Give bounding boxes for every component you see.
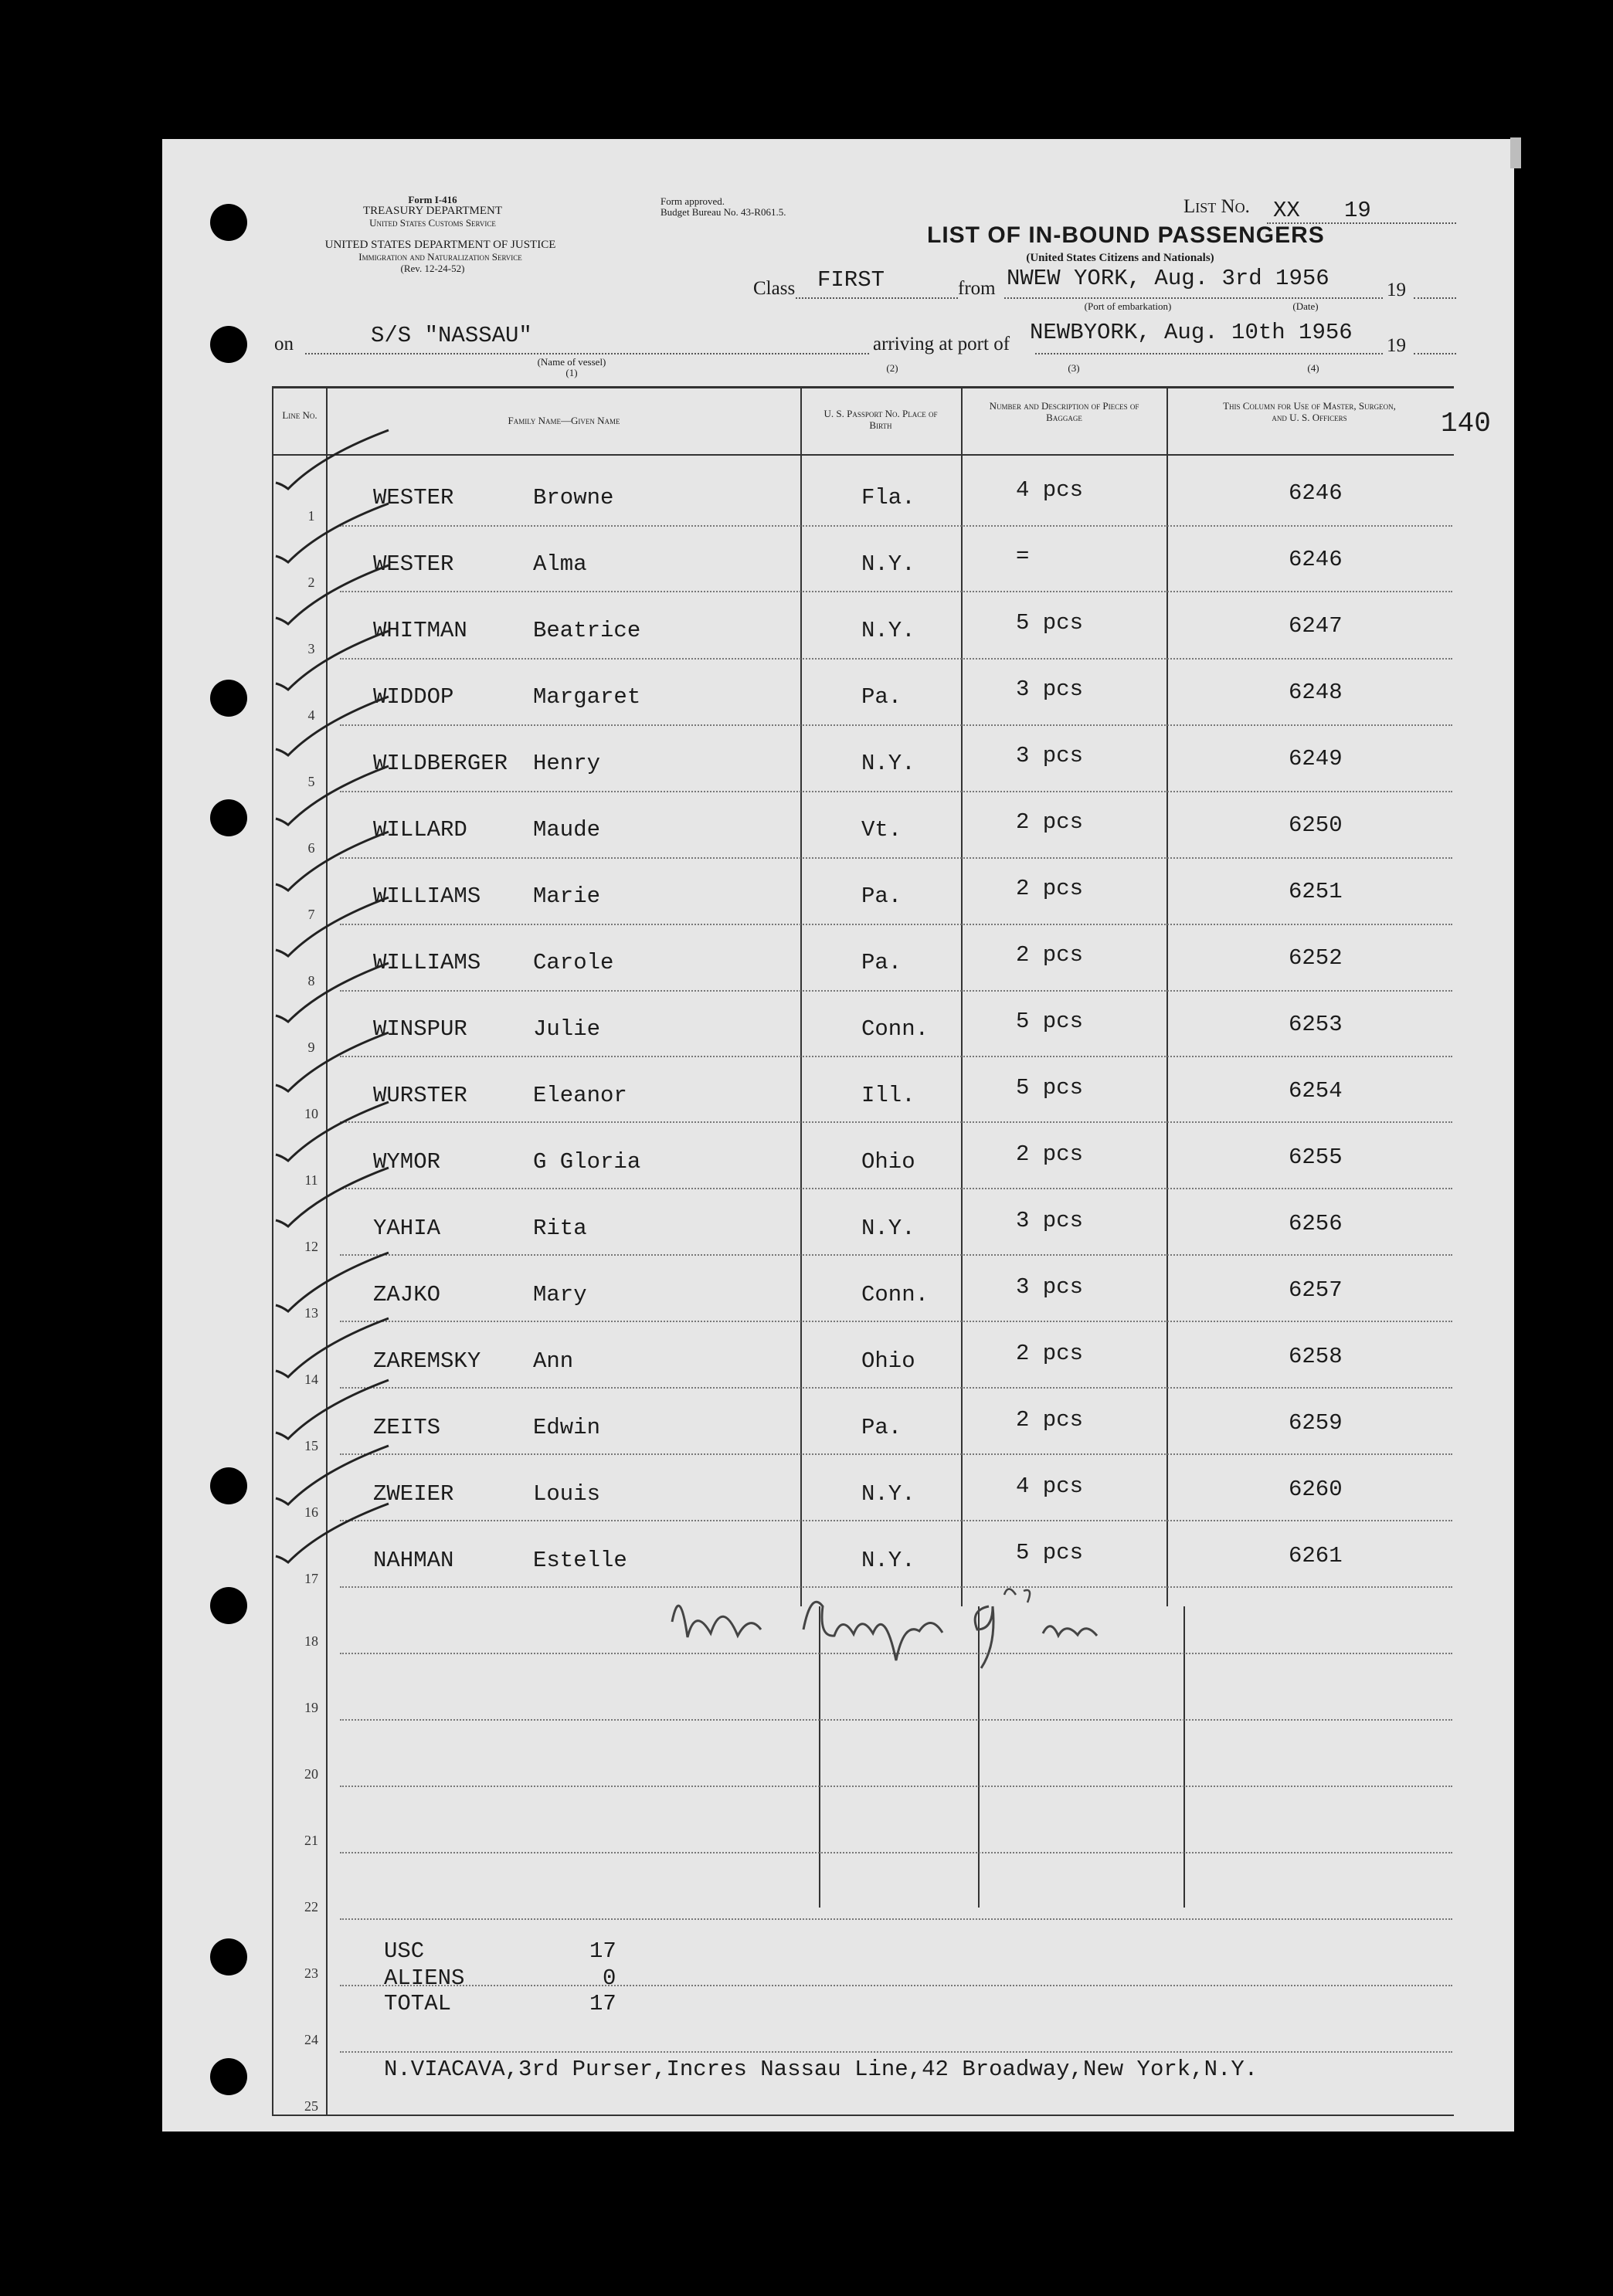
row-separator <box>340 1719 1452 1721</box>
line-number: 18 <box>304 1633 318 1649</box>
place-of-birth: Pa. <box>861 883 902 909</box>
given-name: Margaret <box>533 684 641 710</box>
baggage-count: 5 pcs <box>1016 1540 1084 1565</box>
check-mark-icon <box>274 502 390 564</box>
date-caption: (Date) <box>1292 300 1319 312</box>
check-mark-icon <box>274 695 390 757</box>
aliens-value: 0 <box>603 1965 616 1991</box>
caption-2: (2) <box>886 362 898 374</box>
baggage-count: 2 pcs <box>1016 1407 1084 1433</box>
officer-number: 6246 <box>1289 547 1343 572</box>
baggage-divider-lower <box>1183 1606 1185 1908</box>
given-name: Julie <box>533 1016 601 1042</box>
check-mark-icon <box>274 1166 390 1228</box>
officer-number: 6253 <box>1289 1012 1343 1037</box>
document-subtitle: (United States Citizens and Nationals) <box>1026 252 1214 264</box>
given-name: Mary <box>533 1282 587 1307</box>
class-label: Class <box>753 278 796 299</box>
place-of-birth: N.Y. <box>861 751 915 776</box>
place-of-birth: Conn. <box>861 1016 929 1042</box>
row-separator <box>340 857 1452 859</box>
row-separator <box>340 791 1452 792</box>
baggage-count: 3 pcs <box>1016 677 1084 702</box>
vessel-value: S/S "NASSAU" <box>371 323 532 348</box>
place-of-birth: N.Y. <box>861 1216 915 1241</box>
table-bottom-border <box>272 2115 1454 2116</box>
line-number: 11 <box>304 1172 318 1188</box>
place-of-birth: Pa. <box>861 684 902 710</box>
caption-4: (4) <box>1307 362 1319 374</box>
given-name: Marie <box>533 883 601 909</box>
document-title: LIST OF IN-BOUND PASSENGERS <box>927 222 1325 248</box>
col-passport: U. S. Passport No. Place of Birth <box>823 408 938 431</box>
list-no-suffix: 19 <box>1344 198 1371 223</box>
place-of-birth: Ohio <box>861 1149 915 1175</box>
vessel-line <box>305 353 869 354</box>
arriving-label: arriving at port of <box>873 334 1010 354</box>
check-mark-icon <box>274 1031 390 1093</box>
place-of-birth: N.Y. <box>861 1481 915 1507</box>
baggage-count: 2 pcs <box>1016 1141 1084 1167</box>
on-label: on <box>274 334 294 354</box>
line-number: 17 <box>304 1571 318 1586</box>
row-separator <box>340 1254 1452 1256</box>
family-name: WILDBERGER <box>373 751 508 776</box>
given-name: Beatrice <box>533 618 641 643</box>
line-number: 3 <box>307 641 315 656</box>
row-separator <box>340 1985 1452 1986</box>
given-name: Browne <box>533 485 614 510</box>
family-name: WILLIAMS <box>373 950 481 975</box>
officer-number: 6260 <box>1289 1477 1343 1502</box>
row-separator <box>340 2051 1452 2053</box>
row-separator <box>340 525 1452 527</box>
officer-number: 6258 <box>1289 1344 1343 1369</box>
officer-number: 6249 <box>1289 746 1343 772</box>
col-officers: This Column for Use of Master, Surgeon, and U. S. Officers <box>1223 400 1396 423</box>
year-suffix-1: 19 <box>1387 280 1406 300</box>
name-divider <box>800 386 802 1606</box>
place-of-birth: Vt. <box>861 817 902 843</box>
row-separator <box>340 1321 1452 1322</box>
place-of-birth: N.Y. <box>861 618 915 643</box>
purser-line: N.VIACAVA,3rd Purser,Incres Nassau Line,42 Broadway,New York,N.Y. <box>384 2057 1258 2082</box>
check-mark-icon <box>274 1317 390 1379</box>
baggage-count: 5 pcs <box>1016 1009 1084 1034</box>
line-number: 4 <box>307 707 315 723</box>
check-mark-icon <box>274 765 390 826</box>
officer-number: 6250 <box>1289 812 1343 838</box>
given-name: Edwin <box>533 1415 601 1440</box>
officer-number: 6252 <box>1289 945 1343 971</box>
header-bottom-border <box>272 454 1454 456</box>
passport-divider <box>961 386 963 1606</box>
family-name: ZWEIER <box>373 1481 454 1507</box>
check-mark-icon <box>274 1101 390 1162</box>
line-number: 24 <box>304 2032 318 2047</box>
given-name: Maude <box>533 817 601 843</box>
officer-number: 6255 <box>1289 1145 1343 1170</box>
officer-number: 6259 <box>1289 1410 1343 1436</box>
baggage-count: 5 pcs <box>1016 610 1084 636</box>
family-name: YAHIA <box>373 1216 441 1241</box>
line-number: 13 <box>304 1305 318 1321</box>
check-mark-icon <box>274 1444 390 1506</box>
check-mark-icon <box>274 1379 390 1440</box>
check-mark-icon <box>274 429 390 490</box>
usc-value: 17 <box>589 1938 616 1964</box>
aliens-label: ALIENS <box>384 1965 465 1991</box>
officer-number: 6254 <box>1289 1078 1343 1104</box>
baggage-count: 2 pcs <box>1016 1341 1084 1366</box>
line-number: 22 <box>304 1899 318 1914</box>
line-number: 16 <box>304 1504 318 1520</box>
line-number: 9 <box>307 1039 315 1055</box>
family-name: NAHMAN <box>373 1548 454 1573</box>
year-line-1 <box>1414 297 1456 299</box>
from-value: NWEW YORK, Aug. 3rd 1956 <box>1007 266 1329 291</box>
given-name: Henry <box>533 751 601 776</box>
table-top-border <box>272 386 1454 388</box>
vessel-caption-no: (1) <box>565 367 578 378</box>
page-edge <box>1510 137 1521 168</box>
justice-dept: UNITED STATES DEPARTMENT OF JUSTICE <box>324 239 556 251</box>
baggage-count: 3 pcs <box>1016 1208 1084 1233</box>
row-separator <box>340 1852 1452 1853</box>
given-name: Alma <box>533 551 587 577</box>
line-number: 7 <box>307 907 315 922</box>
total-label: TOTAL <box>384 1991 452 2016</box>
line-number: 14 <box>304 1372 318 1387</box>
line-number: 21 <box>304 1833 318 1848</box>
baggage-count: 5 pcs <box>1016 1075 1084 1101</box>
row-separator <box>340 1121 1452 1123</box>
line-number: 19 <box>304 1700 318 1715</box>
row-separator <box>340 1188 1452 1189</box>
officer-number: 6247 <box>1289 613 1343 639</box>
line-number: 25 <box>304 2098 318 2114</box>
treasury-dept: TREASURY DEPARTMENT <box>362 205 503 217</box>
place-of-birth: N.Y. <box>861 1548 915 1573</box>
line-number: 15 <box>304 1438 318 1453</box>
budget-bureau: Budget Bureau No. 43-R061.5. <box>660 206 786 218</box>
punch-hole <box>210 680 247 717</box>
family-name: WINSPUR <box>373 1016 467 1042</box>
row-separator <box>340 591 1452 592</box>
line-number: 8 <box>307 973 315 989</box>
family-name: WIDDOP <box>373 684 454 710</box>
form-approved: Form approved. <box>660 195 725 207</box>
list-no-value: XX <box>1273 198 1300 223</box>
place-of-birth: Ohio <box>861 1348 915 1374</box>
family-name: WYMOR <box>373 1149 441 1175</box>
from-line <box>1004 297 1383 299</box>
punch-hole <box>210 1938 247 1976</box>
line-number: 20 <box>304 1766 318 1782</box>
officer-number: 6257 <box>1289 1277 1343 1303</box>
year-suffix-2: 19 <box>1387 335 1406 356</box>
check-mark-icon <box>274 1251 390 1313</box>
given-name: Eleanor <box>533 1083 627 1108</box>
given-name: Ann <box>533 1348 574 1374</box>
place-of-birth: Pa. <box>861 950 902 975</box>
family-name: ZEITS <box>373 1415 441 1440</box>
officer-number: 6246 <box>1289 480 1343 506</box>
given-name: Carole <box>533 950 614 975</box>
line-number: 6 <box>307 840 315 856</box>
punch-hole <box>210 1587 247 1624</box>
given-name: G Gloria <box>533 1149 641 1175</box>
line-number: 10 <box>304 1106 318 1121</box>
place-of-birth: Fla. <box>861 485 915 510</box>
baggage-count: = <box>1016 544 1030 569</box>
row-separator <box>340 724 1452 726</box>
check-mark-icon <box>274 1502 390 1564</box>
list-no-label: List No. <box>1183 196 1250 217</box>
check-mark-icon <box>274 896 390 958</box>
col-line-no: Line No. <box>282 409 318 421</box>
line-number: 1 <box>307 508 315 524</box>
baggage-count: 3 pcs <box>1016 743 1084 768</box>
family-name: WESTER <box>373 551 454 577</box>
baggage-count: 2 pcs <box>1016 942 1084 968</box>
officer-number: 6248 <box>1289 680 1343 705</box>
col-baggage: Number and Description of Pieces of Baggage <box>989 400 1139 423</box>
baggage-count: 4 pcs <box>1016 1474 1084 1499</box>
baggage-count: 2 pcs <box>1016 809 1084 835</box>
family-name: WHITMAN <box>373 618 467 643</box>
check-mark-icon <box>274 629 390 691</box>
class-value: FIRST <box>817 267 885 293</box>
table-left-border <box>272 386 273 2116</box>
family-name: WILLIAMS <box>373 883 481 909</box>
place-of-birth: Ill. <box>861 1083 915 1108</box>
baggage-count: 4 pcs <box>1016 477 1084 503</box>
family-name: WURSTER <box>373 1083 467 1108</box>
given-name: Estelle <box>533 1548 627 1573</box>
place-of-birth: N.Y. <box>861 551 915 577</box>
row-separator <box>340 1453 1452 1455</box>
row-separator <box>340 1918 1452 1920</box>
year-line-2 <box>1414 353 1456 354</box>
class-line <box>796 297 958 299</box>
row-separator <box>340 990 1452 992</box>
revision: (Rev. 12-24-52) <box>400 263 465 274</box>
punch-hole <box>210 799 247 836</box>
form-number: Form I-416 <box>408 194 457 205</box>
place-of-birth: Pa. <box>861 1415 902 1440</box>
family-name: ZAREMSKY <box>373 1348 481 1374</box>
check-mark-icon <box>274 564 390 626</box>
family-name: ZAJKO <box>373 1282 441 1307</box>
row-separator <box>340 1786 1452 1787</box>
arriving-line <box>1035 353 1383 354</box>
officer-number: 6256 <box>1289 1211 1343 1236</box>
handwritten-signature <box>664 1575 1112 1676</box>
officer-number: 6261 <box>1289 1543 1343 1569</box>
row-separator <box>340 924 1452 925</box>
check-mark-icon <box>274 830 390 892</box>
given-name: Rita <box>533 1216 587 1241</box>
usc-label: USC <box>384 1938 425 1964</box>
from-label: from <box>958 278 996 299</box>
arriving-value: NEWBYORK, Aug. 10th 1956 <box>1030 320 1353 345</box>
line-number: 5 <box>307 774 315 789</box>
family-name: WESTER <box>373 485 454 510</box>
punch-hole <box>210 204 247 241</box>
punch-hole <box>210 326 247 363</box>
page-number: 140 <box>1441 408 1491 439</box>
family-name: WILLARD <box>373 817 467 843</box>
punch-hole <box>210 1467 247 1504</box>
row-separator <box>340 1387 1452 1389</box>
caption-3: (3) <box>1068 362 1080 374</box>
port-embark-caption: (Port of embarkation) <box>1084 300 1172 312</box>
punch-hole <box>210 2058 247 2095</box>
total-value: 17 <box>589 1991 616 2016</box>
officer-number: 6251 <box>1289 879 1343 904</box>
vessel-caption: (Name of vessel) <box>537 356 606 368</box>
given-name: Louis <box>533 1481 601 1507</box>
customs-service: United States Customs Service <box>369 217 496 229</box>
baggage-count: 3 pcs <box>1016 1274 1084 1300</box>
line-number: 2 <box>307 575 315 590</box>
baggage-divider <box>1166 386 1168 1606</box>
line-number: 23 <box>304 1965 318 1981</box>
check-mark-icon <box>274 961 390 1023</box>
baggage-count: 2 pcs <box>1016 876 1084 901</box>
row-separator <box>340 1520 1452 1521</box>
col-name: Family Name—Given Name <box>508 415 620 426</box>
ins-service: Immigration and Naturalization Service <box>358 251 522 263</box>
row-separator <box>340 658 1452 660</box>
row-separator <box>340 1056 1452 1057</box>
place-of-birth: Conn. <box>861 1282 929 1307</box>
line-number: 12 <box>304 1239 318 1254</box>
